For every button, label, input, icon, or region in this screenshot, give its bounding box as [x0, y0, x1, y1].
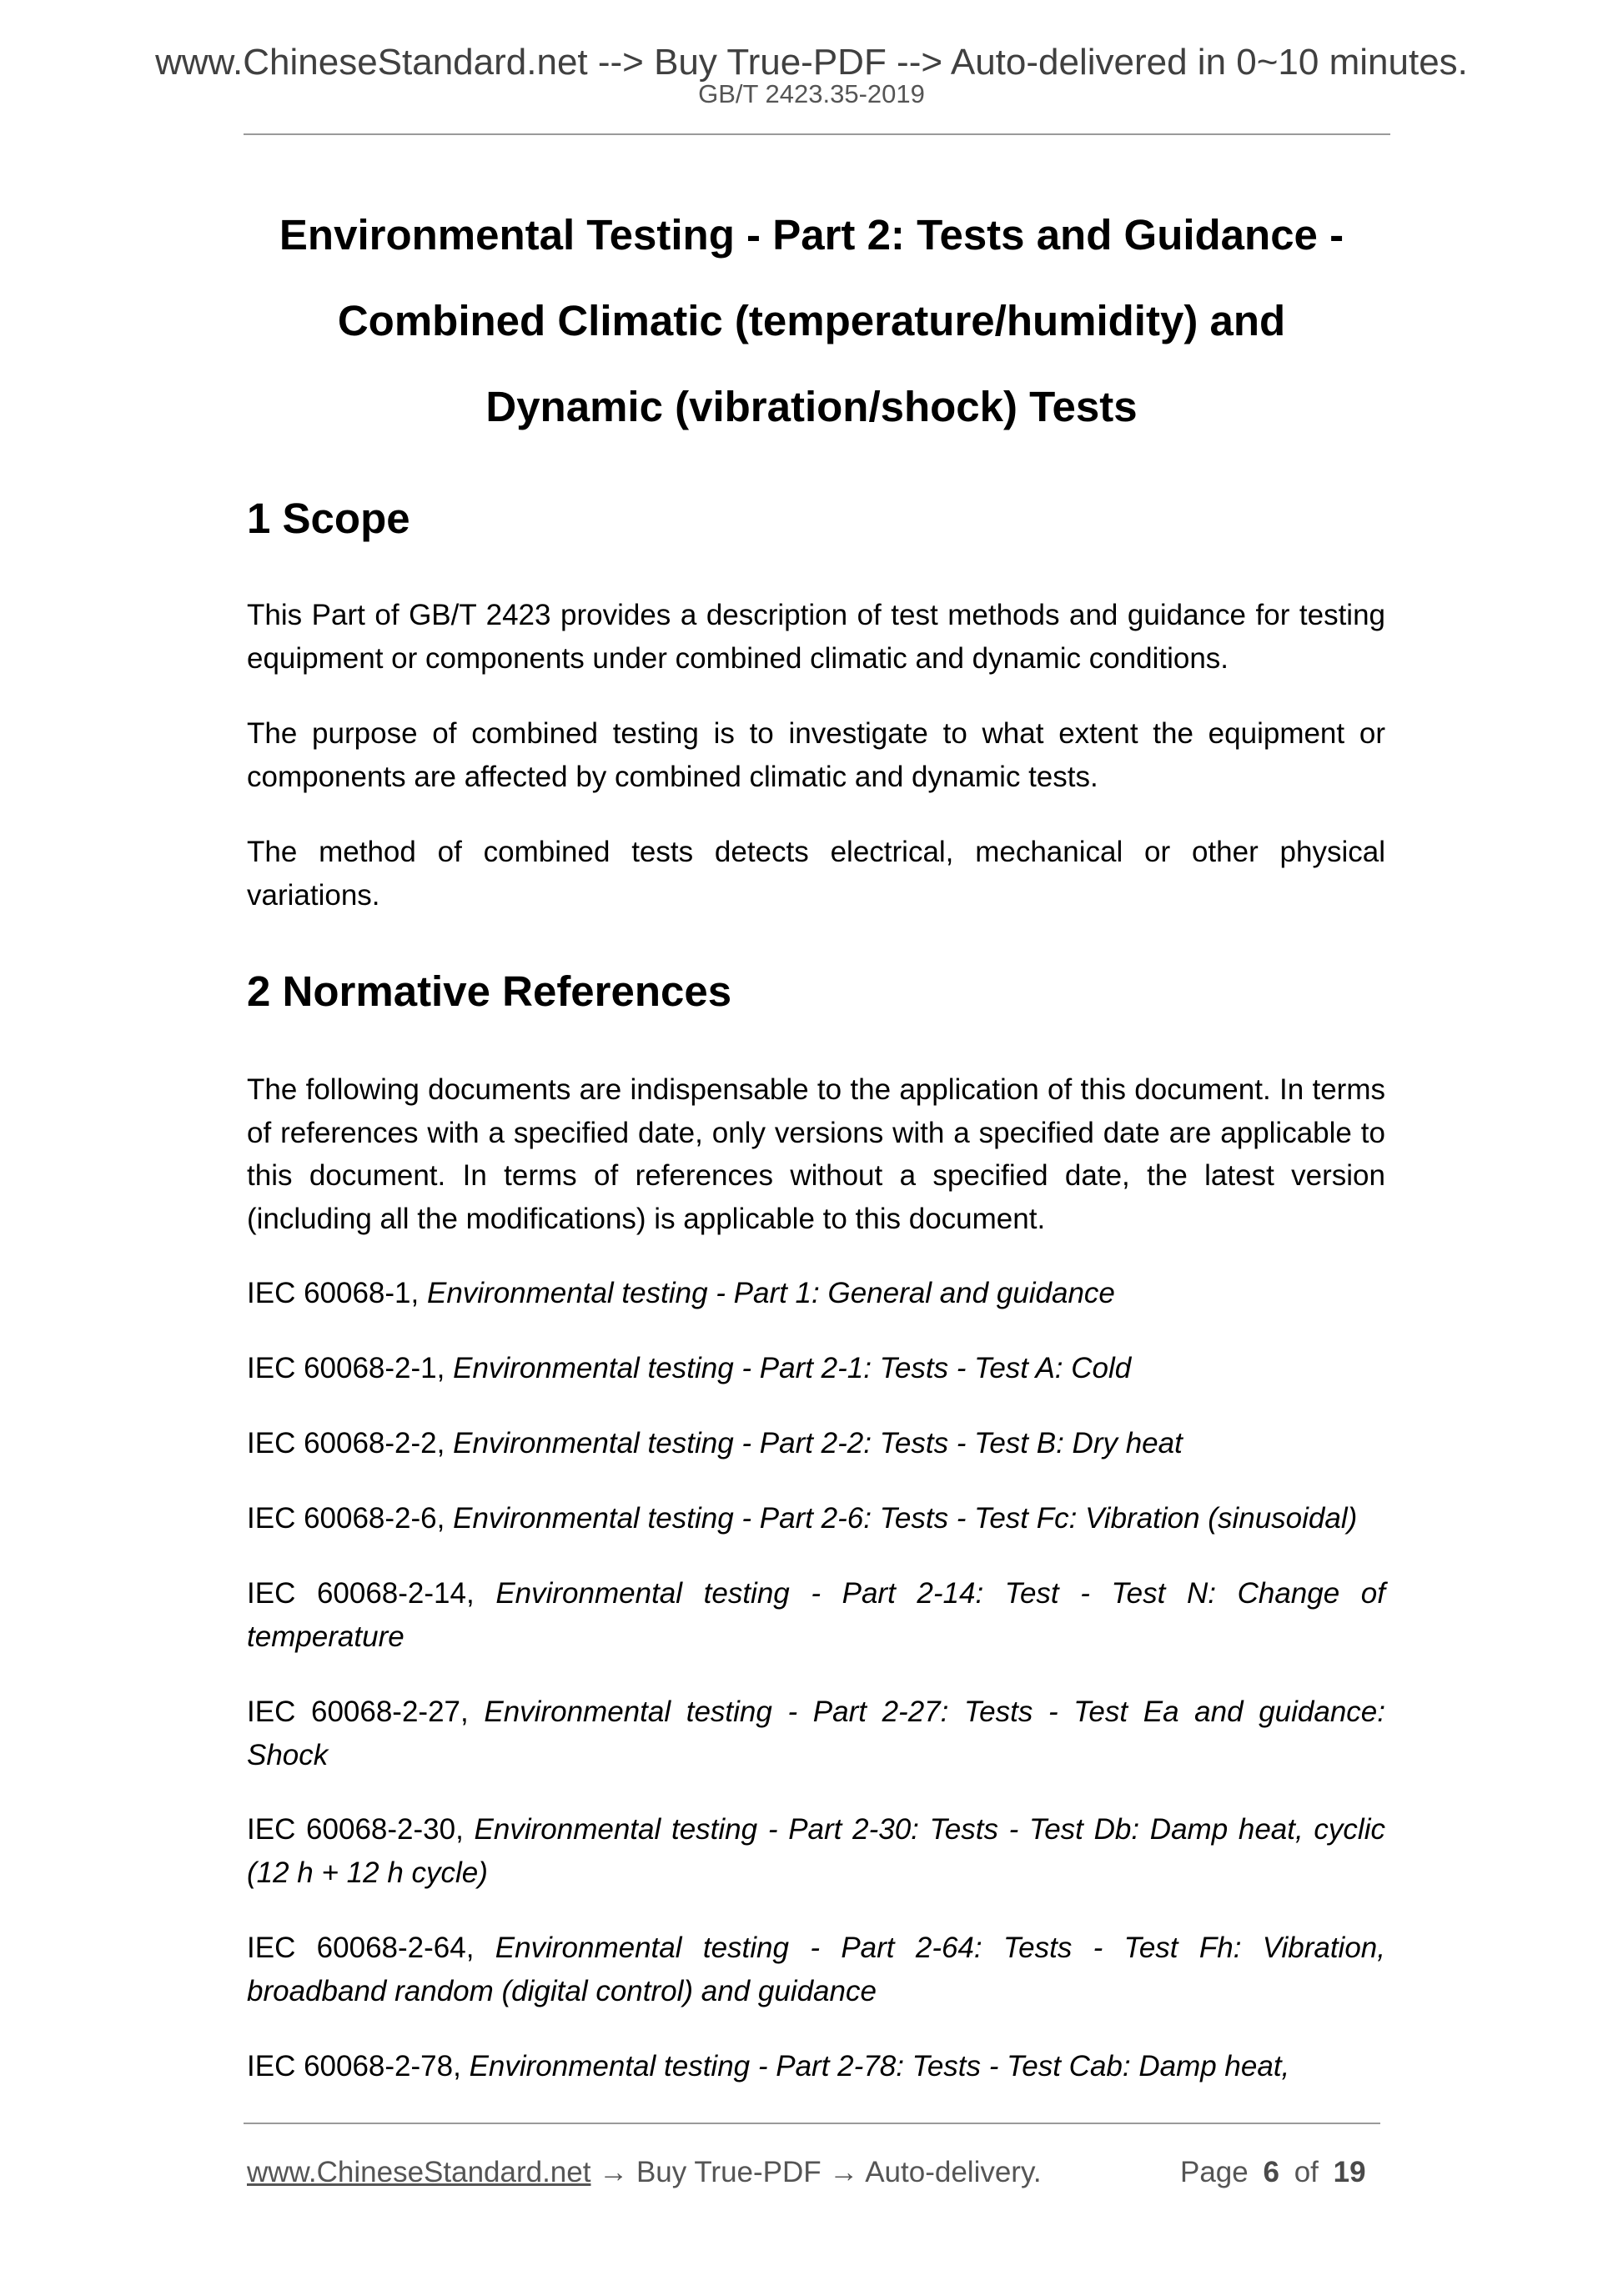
reference-title: Environmental testing - Part 2-30: Tests - Test Db: Damp heat, cyclic (12 h + 12 h cycle) — [247, 1813, 1385, 1889]
reference-item — [247, 1808, 1385, 1894]
page-current: 6 — [1263, 2156, 1279, 2188]
reference-title: Environmental testing - Part 2-6: Tests - Test Fc: Vibration (sinusoidal) — [453, 1502, 1358, 1535]
reference-title: Environmental testing - Part 2-64: Tests - Test Fh: Vibration, broadband random (digital control) and guidance — [247, 1932, 1385, 2007]
normative-intro: The following documents are indispensable to the application of this document. In terms of references with a specified date, only versions with a specified date are applicable to this document. In terms of references without a specified date, the latest version (including all the modifications) is applicable to this document. — [247, 1073, 1385, 1235]
reference-code: IEC 60068-2-78, — [247, 2050, 470, 2082]
scope-paragraph-3: The method of combined tests detects electrical, mechanical or other physical variations. — [247, 836, 1385, 912]
footer-promo — [247, 2156, 1042, 2189]
reference-title: Environmental testing - Part 1: General and guidance — [426, 1277, 1115, 1309]
reference-code: IEC 60068-2-1, — [247, 1352, 454, 1384]
reference-title: Environmental testing - Part 2-14: Test - Test N: Change of temperature — [247, 1577, 1385, 1653]
reference-code: IEC 60068-2-27, — [247, 1696, 485, 1728]
reference-code: IEC 60068-2-30, — [247, 1813, 475, 1846]
reference-code: IEC 60068-2-14, — [247, 1577, 496, 1610]
arrow-right-icon: → — [829, 2156, 859, 2188]
arrow-right-icon: → — [599, 2156, 629, 2188]
footer-buy-text: Buy True-PDF — [636, 2156, 822, 2188]
reference-item — [247, 1347, 1385, 1390]
page-total: 19 — [1333, 2156, 1366, 2188]
scope-paragraph-2: The purpose of combined testing is to investigate to what extent the equipment or components are affected by combined climatic and dynamic tests. — [247, 717, 1385, 793]
page-indicator — [1180, 2156, 1366, 2189]
document-title — [200, 192, 1423, 450]
reference-code: IEC 60068-2-2, — [247, 1427, 454, 1459]
title-line-2: Combined Climatic (temperature/humidity) and — [337, 297, 1286, 344]
document-code: GB/T 2423.35-2019 — [698, 79, 925, 108]
reference-item — [247, 1572, 1385, 1658]
reference-title: Environmental testing - Part 2-27: Tests - Test Ea and guidance: Shock — [247, 1696, 1385, 1771]
page-label: Page — [1180, 2156, 1249, 2188]
reference-code: IEC 60068-1, — [247, 1277, 427, 1309]
header-divider — [244, 133, 1390, 135]
reference-item — [247, 2045, 1385, 2088]
footer-divider — [244, 2123, 1380, 2124]
footer-delivery-text: Auto-delivery. — [865, 2156, 1042, 2188]
scope-paragraph-1: This Part of GB/T 2423 provides a description of test methods and guidance for testing equipment or components under combined climatic and dynamic conditions. — [247, 599, 1385, 675]
reference-item — [247, 1691, 1385, 1776]
reference-title: Environmental testing - Part 2-1: Tests - Test A: Cold — [453, 1352, 1132, 1384]
reference-item — [247, 1927, 1385, 2012]
reference-item — [247, 1422, 1385, 1465]
page-of: of — [1294, 2156, 1319, 2188]
footer-site-link[interactable]: www.ChineseStandard.net — [247, 2156, 591, 2188]
reference-item — [247, 1497, 1385, 1540]
section-heading-scope: 1 Scope — [247, 495, 410, 542]
reference-code: IEC 60068-2-64, — [247, 1932, 495, 1964]
reference-code: IEC 60068-2-6, — [247, 1502, 454, 1535]
reference-title: Environmental testing - Part 2-2: Tests - Test B: Dry heat — [453, 1427, 1183, 1459]
title-line-1: Environmental Testing - Part 2: Tests and Guidance - — [279, 211, 1344, 259]
section-heading-normative-references: 2 Normative References — [247, 967, 732, 1015]
header-banner: www.ChineseStandard.net --> Buy True-PDF --> Auto-delivered in 0~10 minutes. — [155, 42, 1468, 83]
reference-title: Environmental testing - Part 2-78: Tests - Test Cab: Damp heat, — [469, 2050, 1290, 2082]
reference-item — [247, 1272, 1385, 1315]
title-line-3: Dynamic (vibration/shock) Tests — [485, 383, 1138, 430]
